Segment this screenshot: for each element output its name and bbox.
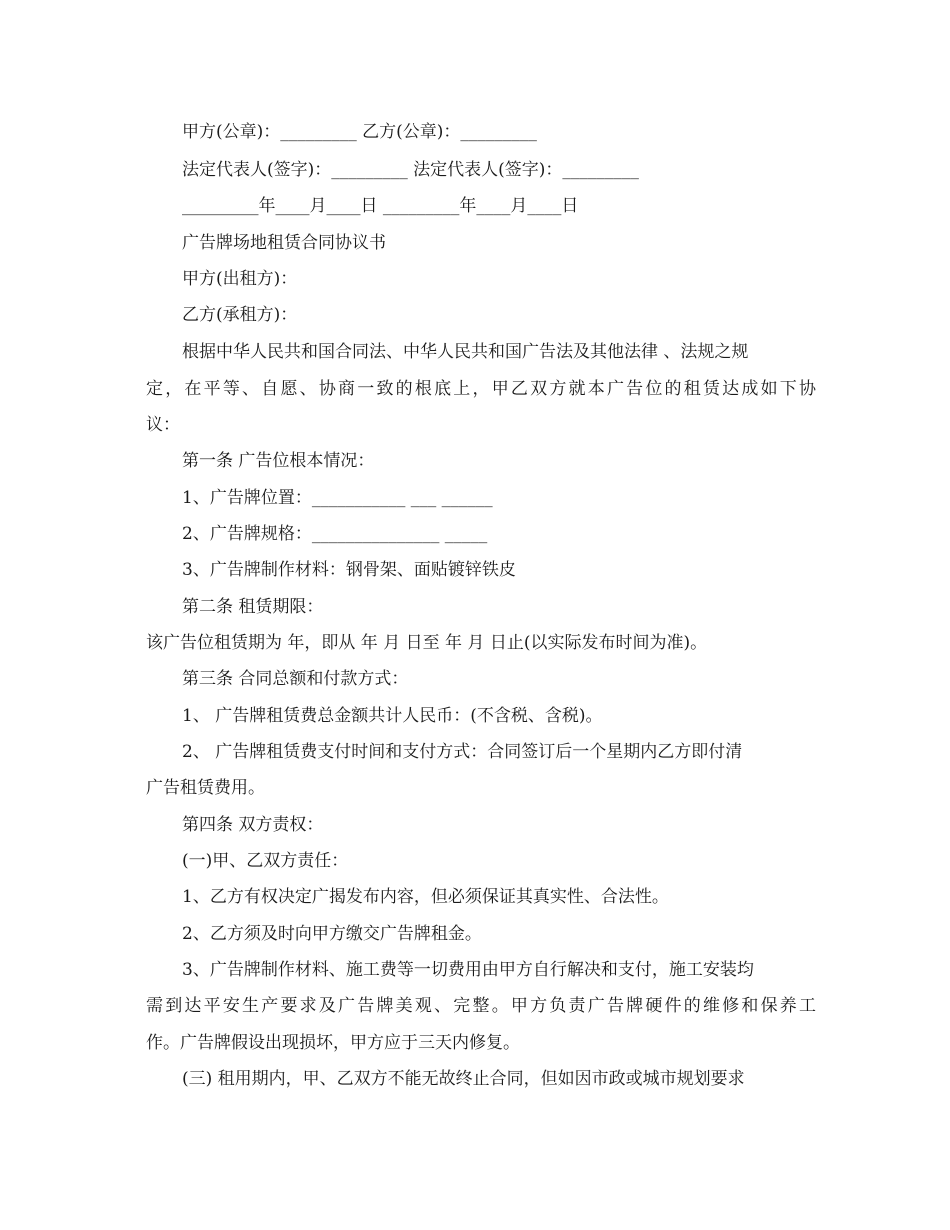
responsibility-item-3-line-2: 需到达平安生产要求及广告牌美观、完整。甲方负责广告牌硬件的维修和保养工 (146, 996, 816, 1016)
preamble-line-2: 定，在平等、自愿、协商一致的根底上，甲乙双方就本广告位的租赁达成如下协 (146, 379, 816, 399)
termination-clause-line: (三) 租用期内，甲、乙双方不能无故终止合同，但如因市政或城市规划要求 (182, 1069, 745, 1089)
article-4-heading: 第四条 双方责权： (182, 815, 324, 835)
party-a-seal-line: 甲方(公章)：_________ 乙方(公章)：_________ (182, 122, 537, 142)
lessor-line: 甲方(出租方)： (182, 269, 298, 289)
responsibility-item-1: 1、乙方有权决定广揭发布内容，但必须保证其真实性、合法性。 (182, 887, 669, 907)
billboard-spec-line: 2、广告牌规格：_______________ _____ (182, 524, 488, 544)
responsibilities-subheading: (一)甲、乙双方责任： (182, 851, 349, 871)
contract-title: 广告牌场地租赁合同协议书 (182, 233, 386, 253)
date-line: _________年____月____日 _________年____月____日 (182, 196, 579, 216)
payment-terms-line-2: 广告租赁费用。 (146, 778, 265, 798)
lease-term-line: 该广告位租赁期为 年，即从 年 月 日至 年 月 日止(以实际发布时间为准)。 (146, 633, 708, 653)
article-2-heading: 第二条 租赁期限： (182, 597, 324, 617)
article-3-heading: 第三条 合同总额和付款方式： (182, 669, 409, 689)
billboard-material-line: 3、广告牌制作材料：钢骨架、面贴镀锌铁皮 (182, 560, 516, 580)
billboard-location-line: 1、广告牌位置：___________ ___ ______ (182, 488, 493, 508)
article-1-heading: 第一条 广告位根本情况： (182, 451, 375, 471)
responsibility-item-2: 2、乙方须及时向甲方缴交广告牌租金。 (182, 924, 482, 944)
responsibility-item-3-line-1: 3、广告牌制作材料、施工费等一切费用由甲方自行解决和支付，施工安装均 (182, 960, 754, 980)
payment-terms-line-1: 2、 广告牌租赁费支付时间和支付方式：合同签订后一个星期内乙方即付清 (182, 742, 743, 762)
total-amount-line: 1、 广告牌租赁费总金额共计人民币：(不含税、含税)。 (182, 706, 603, 726)
legal-representative-signature-line: 法定代表人(签字)：_________ 法定代表人(签字)：_________ (182, 160, 639, 180)
lessee-line: 乙方(承租方)： (182, 305, 298, 325)
responsibility-item-3-line-3: 作。广告牌假设出现损坏，甲方应于三天内修复。 (146, 1033, 520, 1053)
preamble-line-1: 根据中华人民共和国合同法、中华人民共和国广告法及其他法律 、法规之规 (182, 342, 749, 362)
preamble-line-3: 议： (146, 415, 180, 435)
